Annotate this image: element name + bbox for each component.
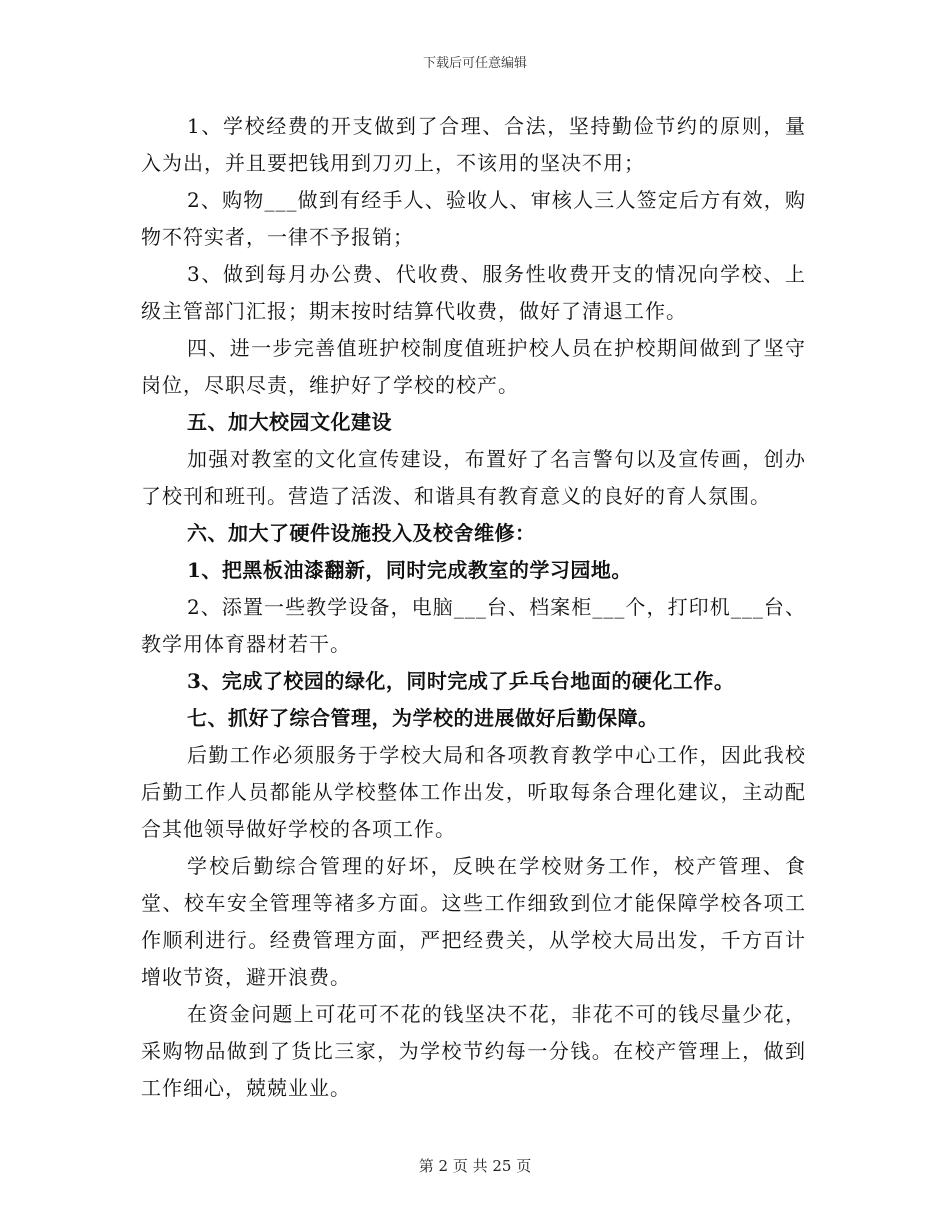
bold-item: 1、把黑板油漆翻新，同时完成教室的学习园地。 (187, 558, 632, 582)
paragraph: 在资金问题上可花可不花的钱坚决不花，非花不可的钱尽量少花，采购物品做到了货比三家，为学校节约每一分钱。在校产管理上，做到工作细心，兢兢业业。 (141, 1002, 806, 1100)
paragraph: 加强对教室的文化宣传建设，布置好了名言警句以及宣传画，创办了校刊和班刊。营造了活泼、和谐具有教育意义的良好的育人氛围。 (141, 447, 806, 508)
page-header-note: 下载后可任意编辑 (422, 56, 527, 71)
paragraph: 后勤工作必须服务于学校大局和各项教育教学中心工作，因此我校后勤工作人员都能从学校整体工作出发，听取每条合理化建议，主动配合其他领导做好学校的各项工作。 (141, 743, 806, 841)
bold-item: 3、完成了校园的绿化，同时完成了乒乓台地面的硬化工作。 (187, 669, 735, 693)
paragraph: 1、学校经费的开支做到了合理、合法，坚持勤俭节约的原则，量入为出，并且要把钱用到刀刃上，不该用的坚决不用； (141, 114, 806, 175)
section-heading: 六、加大了硬件设施投入及校舍维修： (187, 521, 536, 545)
page-number-footer: 第 2 页 共 25 页 (418, 1157, 532, 1175)
section-heading: 五、加大校园文化建设 (187, 410, 392, 434)
document-body (141, 108, 806, 1107)
paragraph: 3、做到每月办公费、代收费、服务性收费开支的情况向学校、上级主管部门汇报；期末按时结算代收费，做好了清退工作。 (141, 262, 806, 323)
paragraph: 四、进一步完善值班护校制度值班护校人员在护校期间做到了坚守岗位，尽职尽责，维护好了学校的校产。 (141, 336, 806, 397)
paragraph: 学校后勤综合管理的好坏，反映在学校财务工作，校产管理、食堂、校车安全管理等褚多方面。这些工作细致到位才能保障学校各项工作顺利进行。经费管理方面，严把经费关，从学校大局出发，千方百计增收节资，避开浪费。 (141, 854, 806, 989)
paragraph: 2、添置一些教学设备，电脑___台、档案柜___个，打印机___台、教学用体育器材若干。 (141, 595, 806, 656)
section-heading: 七、抓好了综合管理，为学校的进展做好后勤保障。 (187, 706, 659, 730)
paragraph: 2、购物___做到有经手人、验收人、审核人三人签定后方有效，购物不符实者，一律不予报销； (141, 188, 806, 249)
